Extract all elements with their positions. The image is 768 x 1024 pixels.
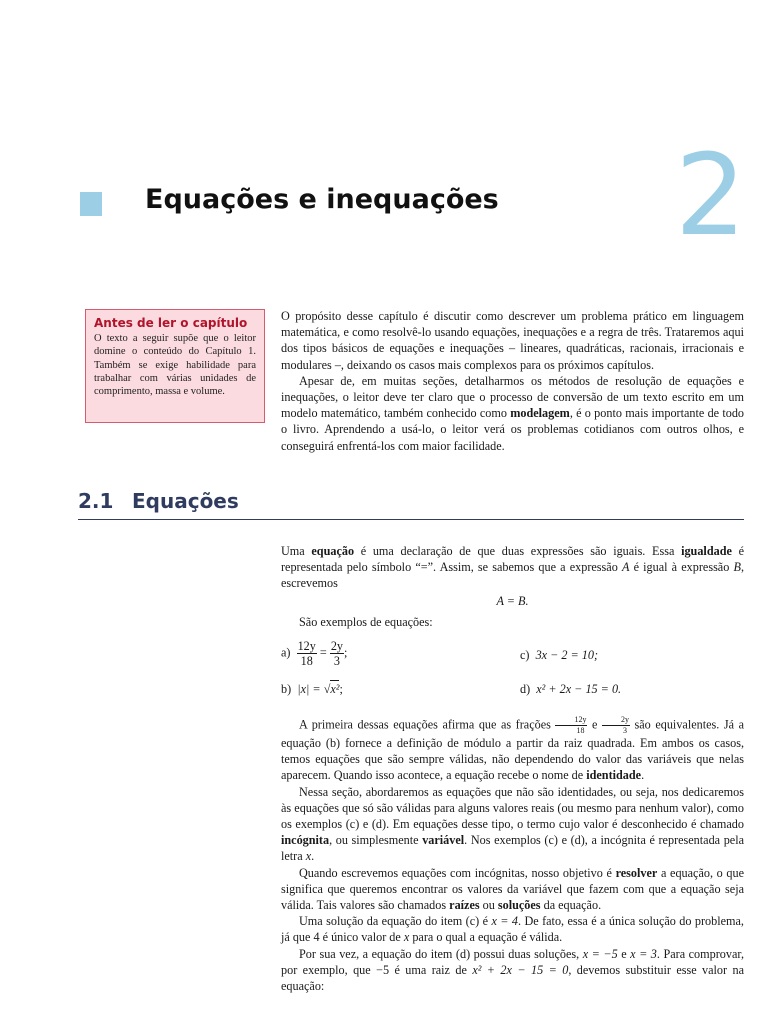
prerequisite-title: Antes de ler o capítulo xyxy=(94,316,248,330)
section-heading xyxy=(78,489,239,513)
example-d: d) x² + 2x − 15 = 0. xyxy=(520,682,622,697)
intro-paragraph-2: Apesar de, em muitas seções, detalharmos os métodos de resolução de equações e inequações, o leitor deve ter claro que o processo de conversão de um texto escrito em um modelo matemático, também conhecido como modelagem, é o ponto mais importante de todo o livro. Aprendendo a usá-lo, o leitor verá os problemas cotidianos com outros olhos, e conseguirá enfrentá-los com maior facilidade. xyxy=(281,373,745,453)
section-rule xyxy=(78,519,744,520)
example-a: a) $\frac{12y}{18}$ = $\frac{2y}{3}$ ; xyxy=(281,639,348,669)
intro-paragraph-1: O propósito desse capítulo é discutir como descrever um problema prático em linguagem matemática, e como resolvê-lo usando equações, inequações e a regra de três. Trataremos aqui dos tipos básicos de equações e inequações – lineares, quadráticas, racionais, irracionais e modulares –, deixando os casos mais complexos para os próximos capítulos. xyxy=(281,309,744,372)
body-paragraph-5: Uma solução da equação do item (c) é x = 4. De fato, essa é a única solução do problema, já que 4 é único valor de x para o qual a equação é válida. xyxy=(281,914,744,945)
section-body xyxy=(281,543,744,994)
chapter-marker-square xyxy=(80,192,102,216)
body-paragraph-1: Uma equação é uma declaração de que duas expressões são iguais. Essa igualdade é representada pelo símbolo “=”. Assim, se sabemos que a expressão A é igual à expressão B, escrevemos xyxy=(281,544,744,591)
examples-intro: São exemplos de equações: xyxy=(299,614,433,629)
example-c: c) 3x − 2 = 10; xyxy=(520,648,599,663)
section-number: 2.1 xyxy=(78,489,114,513)
chapter-title: Equações e inequações xyxy=(145,184,499,215)
body-paragraph-4: Quando escrevemos equações com incógnitas, nosso objetivo é resolver a equação, o que significa que queremos encontrar os valores da variável que fazem com que a equação seja válida. Tais valores são chamados raízes ou soluções da equação. xyxy=(281,865,744,913)
body-paragraph-6: Por sua vez, a equação do item (d) possui duas soluções, x = −5 e x = 3. Para comprovar, por exemplo, que −5 é uma raiz de x² + 2x − 15 = 0, devemos substituir esse valor na equação: xyxy=(281,946,744,994)
chapter-intro xyxy=(281,308,744,454)
section-title: Equações xyxy=(132,489,239,513)
prerequisite-text: O texto a seguir supõe que o leitor domine o conteúdo do Capítulo 1. Também se exige habilidade para trabalhar com várias unidades de comprimento, massa e volume. xyxy=(94,333,256,398)
examples-list xyxy=(281,640,744,716)
prerequisite-box xyxy=(85,309,265,423)
body-paragraph-3: Nessa seção, abordaremos as equações que não são identidades, ou seja, nos dedicaremos às equações que só são válidas para alguns valores reais (ou mesmo para nenhum valor), como os exemplos (c) e (d). Em equações desse tipo, o termo cujo valor é desconhecido é chamado incógnita, ou simplesmente variável. Nos exemplos (c) e (d), a incógnita é representada pela letra x. xyxy=(281,784,744,864)
display-equation: A = B. xyxy=(496,593,529,608)
chapter-number: 2 xyxy=(675,131,747,261)
body-paragraph-2: A primeira dessas equações afirma que as frações $\frac{12y}{18}$ e $\frac{2y}{3}$ são equivalentes. Já a equação (b) fornece a definição de módulo a partir da raiz quadrada. Em ambos os casos, temos equações que são sempre válidas, não dependendo do valor das variáveis que nelas aparecem. Quando isso acontece, a equação recebe o nome de identidade. xyxy=(281,715,744,783)
example-b: b) |x| = √x²; xyxy=(281,682,343,697)
